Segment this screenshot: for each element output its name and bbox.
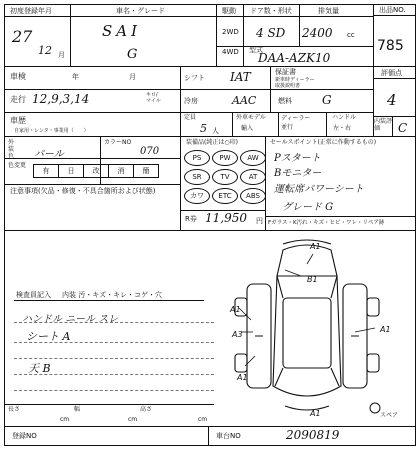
fuel-value: G	[322, 93, 332, 107]
inspection-note-2: シート A	[26, 330, 71, 343]
mileage-value: 12,9,3,14	[32, 92, 90, 106]
drive-4wd: 4WD	[222, 48, 239, 56]
width-label: 幅	[74, 406, 81, 413]
sales-line-2: Bモニター	[274, 168, 322, 179]
mileage-unit: キロ/マイル	[146, 92, 161, 104]
displacement-value: 2400	[302, 26, 333, 40]
drive-label: 駆動	[222, 7, 236, 15]
inspection-label: 検査員記入	[16, 291, 51, 299]
diagram-label-7: A1	[310, 409, 321, 418]
book-unit: 円	[256, 217, 263, 225]
equipment-item: AW	[240, 150, 266, 166]
color-change-option: 簡	[133, 164, 159, 178]
capacity-label: 定員	[184, 114, 197, 121]
equipment-label: 装備品(純正は○印)	[186, 139, 238, 146]
book-value: 11,950	[205, 211, 247, 225]
diagram-label-1: A1	[310, 242, 321, 251]
drive-2wd: 2WD	[222, 28, 239, 36]
rating-value: 4	[387, 91, 397, 109]
history-sub: 自家用・レンタ・事業用（ ）	[14, 128, 89, 134]
equipment-item: ABS	[240, 188, 266, 204]
color-change-option: 改	[83, 164, 109, 178]
car-name: SAI	[102, 22, 142, 40]
shaken-month: 月	[129, 73, 136, 81]
sales-points-label: セールスポイント(正常に作動するもの)	[270, 139, 377, 146]
history-label: 車歴	[10, 116, 26, 125]
color-change-option: 日	[58, 164, 84, 178]
diagram-label-2: B1	[307, 275, 318, 284]
diagram-label-3: A1	[230, 305, 241, 314]
shift-label: シフト	[184, 74, 205, 82]
model-label: 型式	[249, 46, 263, 54]
diagram-label-5: A1	[380, 325, 391, 334]
reg-year: 27	[12, 27, 33, 46]
equipment-item: AT	[240, 169, 266, 185]
notes-label: 注意事項(欠品・修復・不具合箇所および状態)	[10, 187, 156, 195]
equipment-item: ETC	[212, 188, 238, 204]
shaken-year: 年	[72, 73, 79, 81]
sales-line-4: グレード G	[282, 202, 334, 213]
equipment-item: PW	[212, 150, 238, 166]
spare-label: スペア	[380, 412, 399, 419]
color-no-value: 070	[140, 146, 160, 157]
reg-no-label: 登録NO	[12, 432, 37, 440]
interior-value: C	[398, 121, 408, 135]
sales-line-1: Pスタート	[274, 153, 321, 164]
cc-unit: cc	[347, 31, 355, 39]
capacity-value: 5	[200, 122, 207, 135]
book-label: R券	[185, 215, 197, 223]
chassis-label: 車台NO	[216, 432, 241, 440]
color-no-label: カラーNO	[104, 139, 132, 146]
color-change-option: 消	[108, 164, 134, 178]
equipment-item: SR	[184, 169, 210, 185]
model-value: DAA-AZK10	[258, 51, 331, 65]
warranty-label: 保証書	[275, 68, 296, 76]
reg-year-label: 初度登録年月	[10, 7, 52, 15]
inspection-options: 内装 汚・キズ・キレ・コゲ・穴	[62, 291, 163, 299]
capacity-unit: 人	[212, 127, 219, 135]
warranty-sub: 新車時ディーラー 取扱説明書	[275, 77, 315, 89]
inspection-note-3: 天 B	[28, 362, 51, 375]
height-unit: cm	[198, 416, 208, 423]
handle-label: ハンドル	[332, 114, 357, 121]
height-label: 高さ	[140, 406, 153, 413]
listing-no-label: 出品NO.	[379, 6, 406, 14]
color-value: パール	[34, 149, 64, 160]
sales-footer: Fガラス・K汚れ・キズ・ヒビ・ワレ・リペア跡	[268, 220, 385, 226]
month-suffix: 月	[58, 51, 65, 59]
inspection-note-1: ハンドル ニール スレ	[22, 314, 119, 325]
interior-label: 内装評価	[374, 118, 393, 132]
handle-value: 左・右	[333, 125, 352, 132]
spare-tire	[370, 403, 380, 413]
displacement-label: 排気量	[318, 7, 339, 15]
doors-value: 4 SD	[256, 26, 286, 40]
reg-month: 12	[38, 44, 52, 57]
car-outline-top	[277, 242, 337, 276]
change-label: 色変更	[8, 162, 27, 169]
import-label: 輸入	[241, 125, 254, 132]
doors-label: ドア数・形状	[250, 7, 292, 15]
rating-label: 評価点	[381, 69, 402, 77]
sales-line-3: 運転席パワーシート	[274, 184, 364, 195]
equipment-item: カワ	[184, 188, 210, 204]
color-label: 外装色	[8, 139, 15, 160]
color-change-option: 有	[33, 164, 59, 178]
ac-value: AAC	[232, 94, 257, 107]
ac-label: 冷房	[184, 97, 198, 105]
car-roof	[283, 298, 331, 368]
exterior-label: 外車モデル	[236, 114, 266, 121]
mileage-label: 走行	[10, 95, 26, 104]
dealer-label: ディーラー 並行	[281, 115, 311, 131]
listing-no: 785	[377, 38, 404, 54]
color-change-options	[34, 164, 159, 176]
shaken-label: 車検	[10, 72, 26, 81]
length-label: 長さ	[8, 406, 21, 413]
car-diagram	[225, 236, 390, 416]
width-unit: cm	[128, 416, 138, 423]
shift-value: IAT	[230, 70, 251, 84]
diagram-label-4: A3	[232, 330, 243, 339]
car-grade-label: 車名・グレード	[116, 7, 165, 15]
grade: G	[127, 47, 138, 62]
diagram-label-6: A1	[237, 373, 248, 382]
equipment-item: PS	[184, 150, 210, 166]
fuel-label: 燃料	[278, 97, 292, 105]
chassis-no: 2090819	[286, 428, 340, 442]
length-unit: cm	[60, 416, 70, 423]
equipment-item: TV	[212, 169, 238, 185]
